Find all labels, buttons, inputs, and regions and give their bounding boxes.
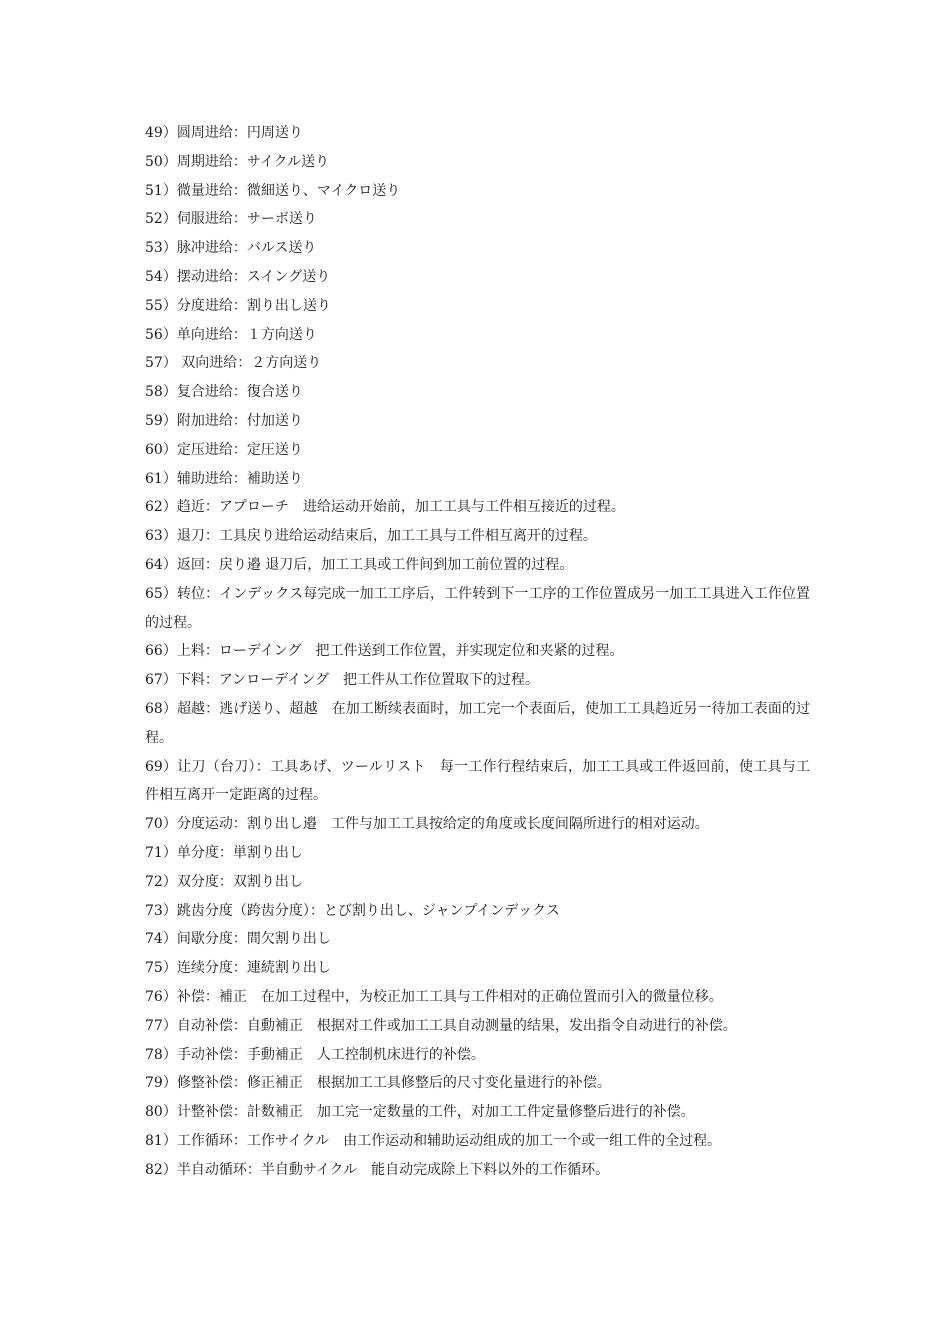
entry-78: 78）手动补偿：手動補正 人工控制机床进行的补偿。 [145, 1046, 485, 1063]
entry-74: 74）间歇分度：間欠割り出し [145, 931, 331, 948]
entry-75: 75）连续分度：連続割り出し [145, 960, 331, 977]
entry-62: 62）趋近：アプローチ 进给运动开始前，加工工具与工件相互接近的过程。 [145, 499, 625, 516]
entry-49: 49）圆周进给：円周送り [145, 125, 303, 141]
entry-67: 67）下料：アンローデイング 把工件从工作位置取下的过程。 [145, 672, 539, 689]
entry-71: 71）单分度：単割り出し [145, 844, 303, 861]
entry-65: 65）转位：インデックス每完成一加工工序后，工件转到下一工序的工作位置成另一加工工具进入工作位置的过程。 [145, 585, 810, 631]
entry-73: 73）跳齿分度（跨齿分度）：とび割り出し、ジャンプインデックス [145, 902, 560, 919]
entry-52: 52）伺服进给：サーボ送り [145, 211, 317, 228]
entry-61: 61）辅助进给：補助送り [145, 470, 303, 487]
entry-79: 79）修整补偿：修正補正 根据加工工具修整后的尺寸变化量进行的补偿。 [145, 1075, 611, 1092]
entry-80: 80）计整补偿：計数補正 加工完一定数量的工件，对加工工件定量修整后进行的补偿。 [145, 1104, 695, 1121]
entry-82: 82）半自动循环：半自動サイクル 能自动完成除上下料以外的工作循环。 [145, 1161, 610, 1178]
entry-55: 55）分度进给：割り出し送り [145, 297, 331, 314]
entry-63: 63）退刀：工具戻り进给运动结束后，加工工具与工件相互离开的过程。 [145, 528, 597, 545]
entry-58: 58）复合进给：復合送り [145, 384, 303, 401]
document-page [145, 119, 810, 1184]
entry-72: 72）双分度：双割り出し [145, 873, 303, 890]
entry-51: 51）微量进给：微細送り、マイクロ送り [145, 182, 401, 199]
entry-76: 76）补偿：補正 在加工过程中，为校正加工工具与工件相对的正确位置而引入的微量位移。 [145, 988, 723, 1005]
entry-66: 66）上料：ローデイング 把工件送到工作位置，并实现定位和夹紧的过程。 [145, 643, 624, 660]
entry-59: 59）附加进给：付加送り [145, 412, 303, 429]
entry-60: 60）定压进给：定圧送り [145, 441, 303, 458]
entry-64: 64）返回：戻り邉 退刀后，加工工具或工件间到加工前位置的过程。 [145, 556, 574, 573]
entry-69: 69）让刀（台刀）：工具あげ、ツールリスト 每一工作行程结束后，加工工具或工件返回前，使工具与工件相互离开一定距离的过程。 [145, 758, 810, 804]
entry-53: 53）脉冲进给：バルス送り [145, 240, 317, 257]
entry-54: 54）摆动进给：スイング送り [145, 268, 331, 285]
entry-57: 57） 双向进给：２方向送り [145, 355, 322, 372]
entry-70: 70）分度运动：割り出し邉 工件与加工工具按给定的角度或长度间隔所进行的相对运动。 [145, 816, 709, 833]
entry-56: 56）单向进给：１方向送り [145, 326, 317, 343]
entry-77: 77）自动补偿：自動補正 根据对工件或加工工具自动测量的结果，发出指令自动进行的补偿。 [145, 1017, 737, 1034]
entry-50: 50）周期进给：サイクル送り [145, 153, 330, 170]
entry-81: 81）工作循环：工作サイクル 由工作运动和辅助运动组成的加工一个或一组工件的全过程。 [145, 1132, 722, 1149]
entry-68: 68）超越：逃げ送り、超越 在加工断续表面时，加工完一个表面后，使加工工具趋近另一待加工表面的过程。 [145, 700, 810, 746]
